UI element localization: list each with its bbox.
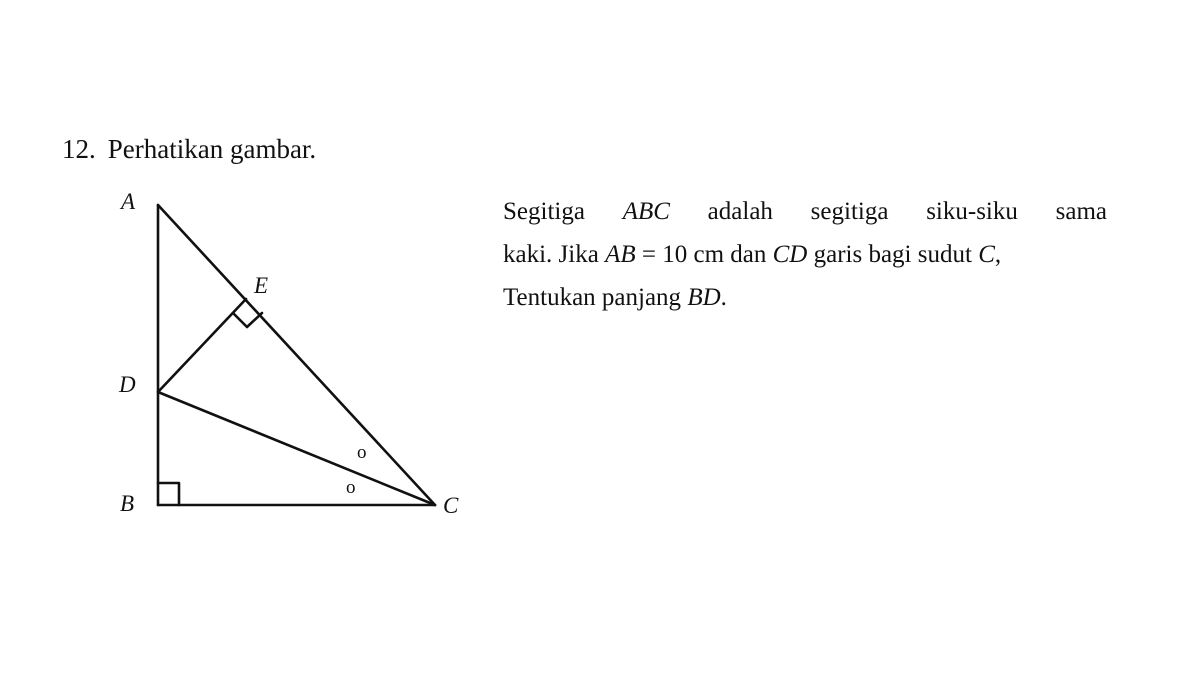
vertex-label-b: B bbox=[120, 491, 135, 516]
problem-line-1 bbox=[503, 190, 1107, 233]
problem-text: adalah segitiga siku-siku sama bbox=[669, 198, 1107, 225]
math-ab: AB bbox=[605, 241, 636, 268]
segment-ac bbox=[158, 205, 435, 505]
problem-text: Tentukan panjang bbox=[503, 284, 688, 311]
right-angle-mark-b bbox=[158, 483, 179, 505]
math-c: C bbox=[978, 241, 995, 268]
problem-line-3 bbox=[503, 276, 1107, 319]
angle-mark-lower: o bbox=[346, 477, 356, 498]
angle-mark-upper: o bbox=[357, 442, 367, 463]
problem-line-2 bbox=[503, 233, 1107, 276]
problem-text: Segitiga bbox=[503, 198, 623, 225]
question-number: 12. bbox=[62, 134, 96, 164]
vertex-label-a: A bbox=[121, 189, 136, 214]
triangle-figure bbox=[100, 180, 480, 530]
math-bd: BD bbox=[687, 284, 721, 311]
math-abc: ABC bbox=[622, 198, 670, 225]
triangle-diagram bbox=[100, 180, 480, 530]
vertex-label-d: D bbox=[119, 372, 136, 397]
problem-text: garis bagi sudut bbox=[807, 241, 979, 268]
segment-dc bbox=[158, 392, 435, 505]
problem-text: kaki. Jika bbox=[503, 241, 606, 268]
problem-text: = 10 cm dan bbox=[635, 241, 773, 268]
problem-text: . bbox=[720, 284, 727, 311]
math-cd: CD bbox=[772, 241, 808, 268]
problem-statement bbox=[503, 190, 1107, 319]
vertex-label-e: E bbox=[254, 273, 269, 298]
right-angle-mark-e bbox=[233, 313, 262, 327]
question-heading bbox=[62, 132, 316, 166]
problem-text: , bbox=[994, 241, 1002, 268]
question-instruction: Perhatikan gambar. bbox=[107, 134, 317, 164]
vertex-label-c: C bbox=[443, 493, 459, 518]
